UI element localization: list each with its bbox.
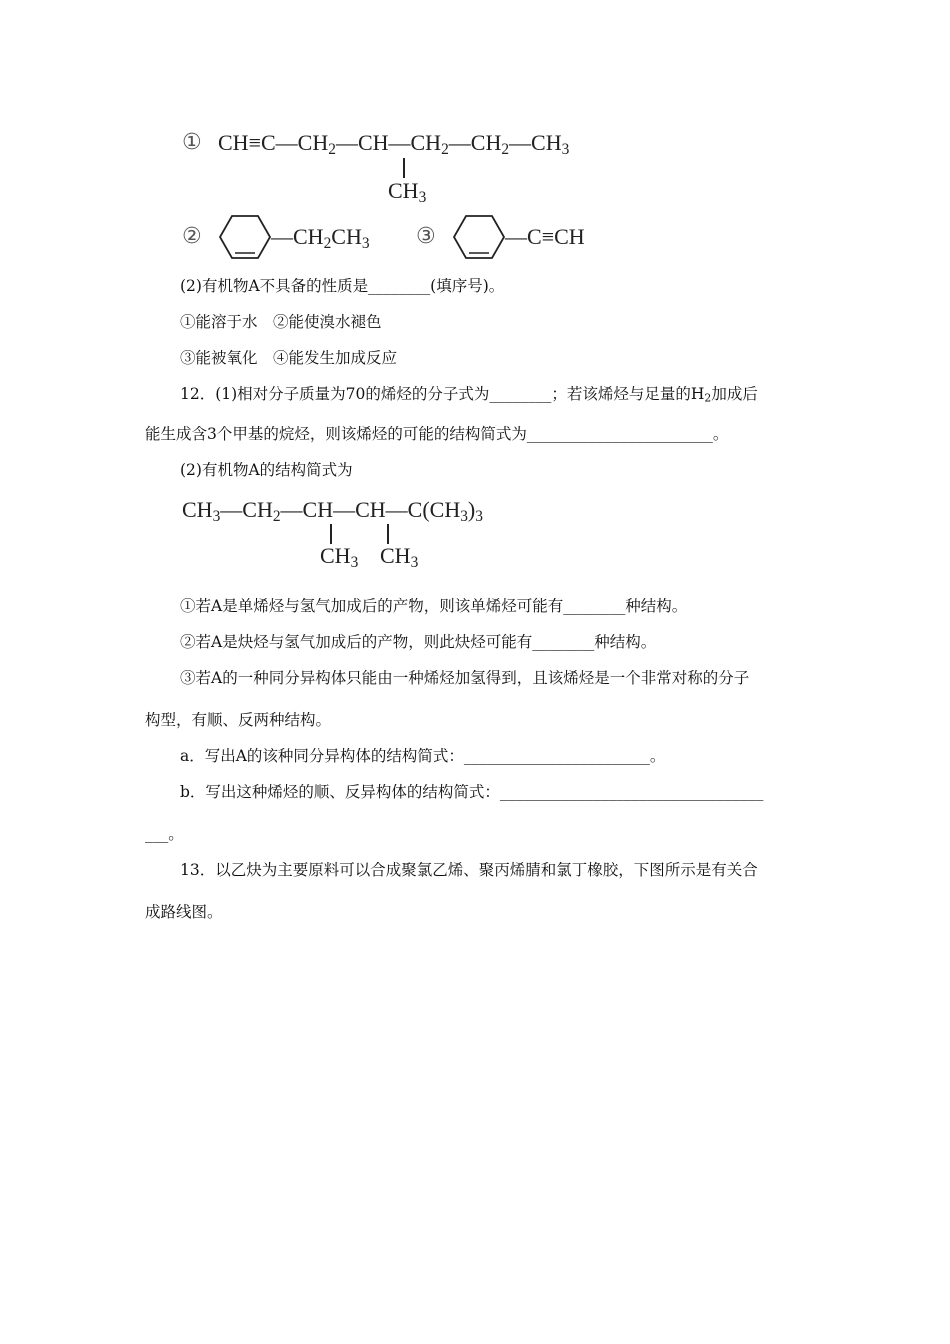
a-br2-sub: 3 [410, 553, 419, 571]
s2-ch2: —CH [271, 224, 324, 249]
q12-part2-sub1: ①若A是单烯烃与氢气加成后的产物，则该单烯烃可能有________种结构。 [180, 597, 688, 615]
triple-bond: ≡ [248, 130, 261, 155]
structure-3-number: ③ [416, 224, 436, 249]
s1-ch3: —CH [509, 130, 562, 155]
s2-sub: 3 [361, 234, 370, 252]
a-br1-sub: 3 [350, 553, 359, 571]
h2-subscript: 2 [704, 391, 712, 405]
a-sub: 3 [460, 507, 468, 525]
s1-ch: CH [218, 130, 249, 155]
s1-branch-ch: CH [388, 178, 419, 203]
a-sub: 2 [272, 507, 281, 525]
q12-part2-sub2: ②若A是炔烃与氢气加成后的产物，则此炔烃可能有________种结构。 [180, 633, 657, 651]
q12-part2-sub3-line1: ③若A的一种同分异构体只能由一种烯烃加氢得到，且该烯烃是一个非常对称的分子 [180, 669, 750, 687]
a-ch2: —CH [220, 497, 273, 522]
structure-1-number: ① [182, 130, 202, 155]
s2-sub: 2 [323, 234, 332, 252]
a-ch3: CH [182, 497, 213, 522]
triple-bond: ≡ [541, 224, 555, 249]
structure-3-substituent [505, 224, 585, 250]
q12-part2-intro: (2)有机物A的结构简式为 [180, 461, 353, 479]
q12-sub-b: b．写出这种烯烃的顺、反异构体的结构简式：__________________________________ [180, 783, 764, 801]
a-br1-ch: CH [320, 543, 351, 568]
cyclohexene-ring-3 [452, 214, 506, 260]
s3-ch: CH [554, 224, 585, 249]
q11-options-2: ③能被氧化 ④能发生加成反应 [180, 349, 398, 367]
structure-a-branch-2 [380, 543, 418, 569]
structure-a-branch-bond-2 [387, 524, 389, 544]
a-sub: 3 [475, 507, 483, 525]
s1-c-ch2: C—CH [260, 130, 329, 155]
q13-line1: 13．以乙炔为主要原料可以合成聚氯乙烯、聚丙烯腈和氯丁橡胶，下图所示是有关合 [180, 861, 758, 879]
q11-options-1: ①能溶于水 ②能使溴水褪色 [180, 313, 382, 331]
a-paren: ) [467, 497, 476, 522]
s2-ch3: CH [331, 224, 362, 249]
q12-part1-line2: 能生成含3个甲基的烷烃，则该烯烃的可能的结构简式为________________________。 [145, 425, 729, 443]
structure-2-substituent [271, 224, 370, 250]
q13-line2: 成路线图。 [145, 903, 223, 921]
structure-a-branch-1 [320, 543, 358, 569]
s1-ch-ch2: —CH—CH [335, 130, 442, 155]
q12-part2-sub3-line2: 构型，有顺、反两种结构。 [145, 711, 332, 729]
a-sub: 3 [212, 507, 221, 525]
s1-sub: 2 [328, 140, 336, 158]
structure-a-main-chain [182, 497, 483, 523]
structure-a-branch-bond-1 [330, 524, 332, 544]
s1-sub: 3 [561, 140, 570, 158]
structure-1-branch [388, 178, 426, 204]
structure-1-main-chain [218, 130, 569, 156]
cyclohexene-ring-2 [218, 214, 272, 260]
s1-sub: 2 [441, 140, 449, 158]
structure-1-branch-bond [403, 158, 405, 178]
s1-sub: 2 [501, 140, 510, 158]
q12-sub-b-end: ___。 [145, 825, 184, 843]
q12-text: 12．(1)相对分子质量为70的烯烃的分子式为________；若该烯烃与足量的H [180, 385, 705, 403]
s3-c: —C [505, 224, 542, 249]
a-ch-ch-c: —CH—CH—C(CH [280, 497, 461, 522]
a-br2-ch: CH [380, 543, 411, 568]
q12-sub-a: a．写出A的该种同分异构体的结构简式：________________________。 [180, 747, 666, 765]
structure-2-number: ② [182, 224, 202, 249]
q11-part2: (2)有机物A不具备的性质是________(填序号)。 [180, 277, 505, 295]
q12-text-end: 加成后 [711, 385, 758, 403]
s1-branch-sub: 3 [418, 188, 427, 206]
s1-ch2: —CH [448, 130, 502, 155]
q12-part1-line1 [180, 384, 758, 404]
